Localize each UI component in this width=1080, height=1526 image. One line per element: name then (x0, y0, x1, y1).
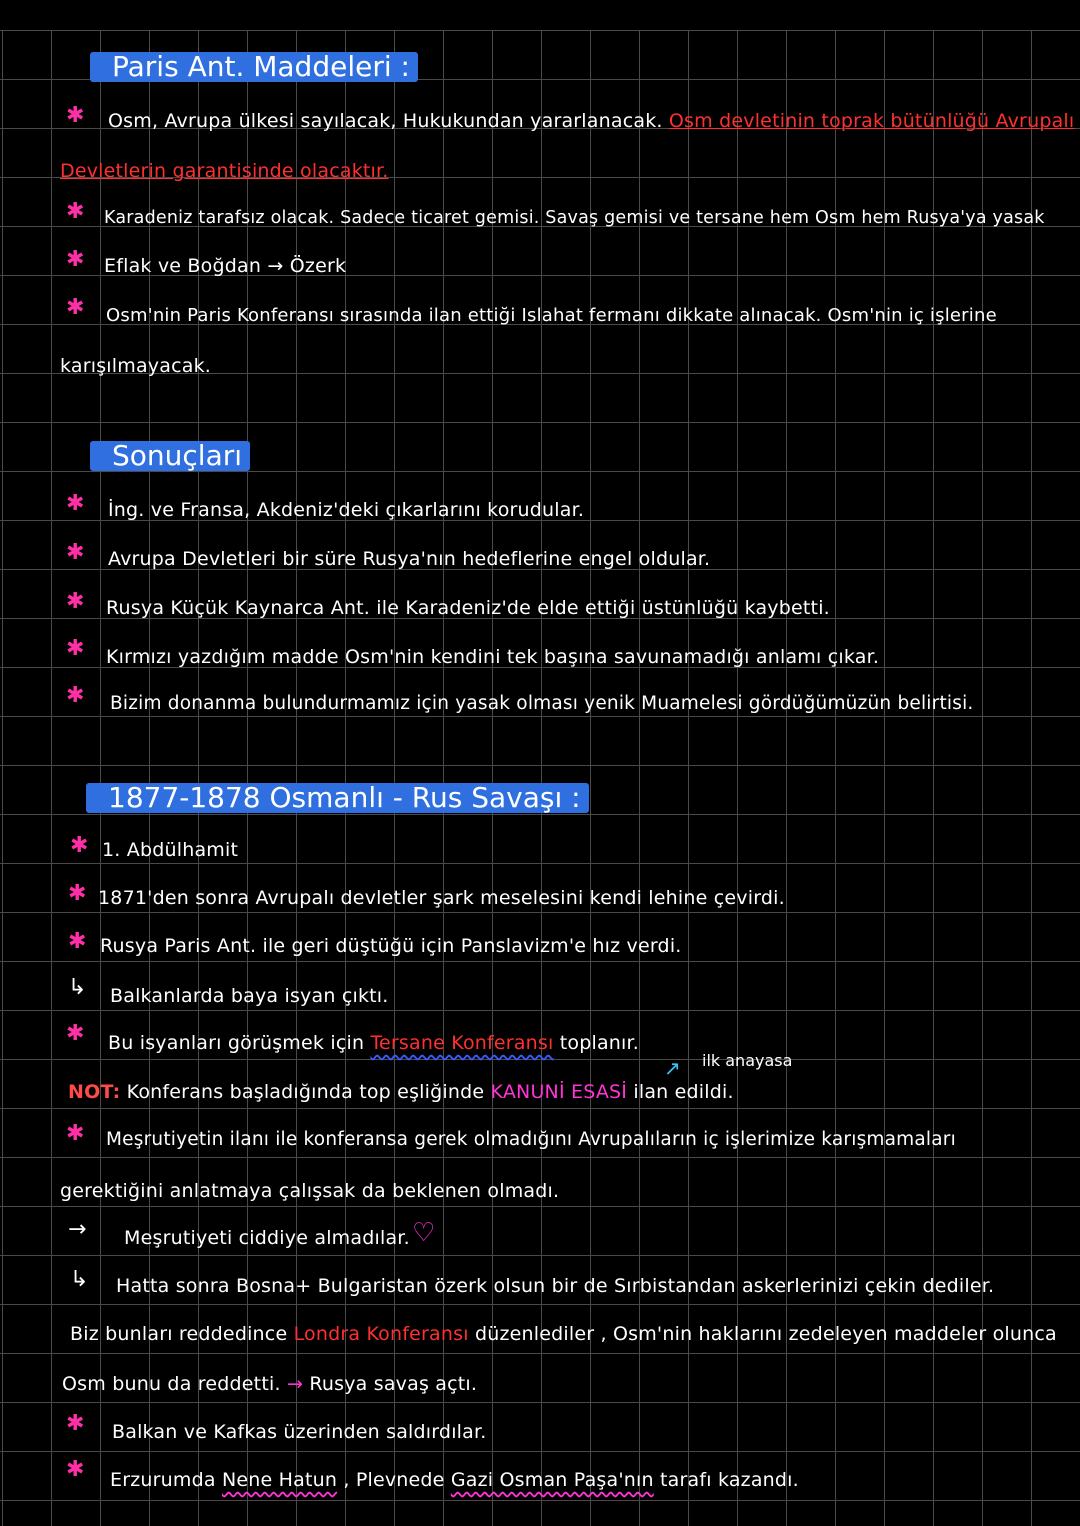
paris-item-4: Osm'nin Paris Konferansı sırasında ilan ettiği Islahat fermanı dikkate alınacak. Osm'nin iç işlerine (106, 305, 997, 326)
section-heading-sonuclari: Sonuçları (90, 441, 250, 471)
right-arrow-icon: → (68, 1217, 87, 1242)
war-line-9-a: Biz bunları reddedince (70, 1323, 288, 1345)
curved-arrow-icon: ↗ (664, 1056, 681, 1080)
londra-konferansi: Londra Konferansı (293, 1323, 469, 1345)
asterisk-bullet-icon: ✱ (66, 1121, 85, 1146)
asterisk-bullet-icon: ✱ (66, 1457, 85, 1482)
result-item-1: İng. ve Fransa, Akdeniz'deki çıkarlarını korudular. (108, 499, 585, 521)
war-line-5-a: Bu isyanları görüşmek için (108, 1032, 365, 1054)
paris-item-1-text: Osm, Avrupa ülkesi sayılacak, Hukukundan yararlanacak. (108, 110, 663, 132)
note-label: NOT: (68, 1081, 121, 1103)
war-line-10-b: Rusya savaş açtı. (309, 1373, 478, 1395)
result-item-2: Avrupa Devletleri bir süre Rusya'nın hedeflerine engel oldular. (108, 548, 711, 570)
result-item-5: Bizim donanma bulundurmamız için yasak olması yenik Muamelesi gördüğümüzün belirtisi. (110, 693, 974, 714)
war-line-6-continued: gerektiğini anlatmaya çalışsak da beklenen olmadı. (60, 1180, 560, 1202)
war-line-9-c: düzenlediler , Osm'nin haklarını zedeleyen maddeler olunca (474, 1323, 1057, 1345)
war-line-1: 1. Abdülhamit (102, 839, 239, 861)
war-line-12-a: Erzurumda (110, 1469, 216, 1491)
paris-item-3-result: Özerk (289, 255, 347, 277)
paris-item-3-text: Eflak ve Boğdan (104, 255, 262, 277)
note-line (68, 1080, 734, 1104)
asterisk-bullet-icon: ✱ (66, 199, 85, 224)
tersane-konferansi: Tersane Konferansı (370, 1032, 554, 1054)
paris-item-1 (108, 109, 1074, 133)
note-text-a: Konferans başladığında top eşliğinde (126, 1081, 485, 1103)
gazi-osman-pasa: Gazi Osman Paşa'nın (450, 1469, 654, 1491)
kanuni-esasi: KANUNİ ESASİ (490, 1081, 628, 1103)
right-arrow-icon: → (267, 255, 284, 277)
asterisk-bullet-icon: ✱ (66, 103, 85, 128)
asterisk-bullet-icon: ✱ (66, 683, 85, 708)
asterisk-bullet-icon: ✱ (66, 1021, 85, 1046)
nene-hatun: Nene Hatun (221, 1469, 338, 1491)
war-line-2: 1871'den sonra Avrupalı devletler şark meselesini kendi lehine çevirdi. (98, 887, 785, 909)
war-line-5-c: toplanır. (559, 1032, 640, 1054)
return-arrow-icon: ↳ (68, 975, 87, 1000)
asterisk-bullet-icon: ✱ (68, 929, 87, 954)
asterisk-bullet-icon: ✱ (66, 589, 85, 614)
war-line-11: Balkan ve Kafkas üzerinden saldırdılar. (112, 1421, 487, 1443)
annotation-ilk-anayasa: ilk anayasa (702, 1051, 793, 1070)
top-bar (0, 0, 1080, 30)
section-heading-osmanli-rus: 1877-1878 Osmanlı - Rus Savaşı : (86, 783, 589, 813)
war-line-10 (62, 1372, 477, 1396)
asterisk-bullet-icon: ✱ (68, 881, 87, 906)
asterisk-bullet-icon: ✱ (66, 1411, 85, 1436)
note-text-c: ilan edildi. (633, 1081, 734, 1103)
paris-item-1-red: Osm devletinin toprak bütünlüğü Avrupalı (668, 110, 1075, 132)
section-heading-paris: Paris Ant. Maddeleri : (90, 52, 418, 82)
war-line-12-c: , Plevnede (343, 1469, 445, 1491)
war-line-10-a: Osm bunu da reddetti. (62, 1373, 281, 1395)
result-item-4: Kırmızı yazdığım madde Osm'nin kendini tek başına savunamadığı anlamı çıkar. (106, 646, 880, 668)
paris-item-2: Karadeniz tarafsız olacak. Sadece ticaret gemisi. Savaş gemisi ve tersane hem Osm hem Rusya'ya yasak (104, 208, 1045, 228)
result-item-3: Rusya Küçük Kaynarca Ant. ile Karadeniz'de elde ettiği üstünlüğü kaybetti. (106, 597, 830, 619)
asterisk-bullet-icon: ✱ (66, 636, 85, 661)
asterisk-bullet-icon: ✱ (66, 491, 85, 516)
asterisk-bullet-icon: ✱ (70, 833, 89, 858)
war-line-8: Hatta sonra Bosna+ Bulgaristan özerk olsun bir de Sırbistandan askerlerinizi çekin dediler. (116, 1275, 995, 1297)
asterisk-bullet-icon: ✱ (66, 540, 85, 565)
war-line-12 (110, 1468, 799, 1492)
war-line-7: Meşrutiyeti ciddiye almadılar. (124, 1227, 410, 1249)
paris-item-3 (104, 254, 346, 278)
war-line-12-e: tarafı kazandı. (660, 1469, 799, 1491)
war-line-6: Meşrutiyetin ilanı ile konferansa gerek olmadığını Avrupalıların iç işlerimize karışmamaları (106, 1129, 956, 1150)
war-line-3: Rusya Paris Ant. ile geri düştüğü için Panslavizm'e hız verdi. (100, 935, 682, 957)
right-arrow-icon: → (286, 1373, 304, 1395)
war-line-4: Balkanlarda baya isyan çıktı. (110, 985, 389, 1007)
asterisk-bullet-icon: ✱ (66, 295, 85, 320)
war-line-9 (70, 1322, 1057, 1346)
paris-item-4-continued: karışılmayacak. (60, 355, 212, 377)
war-line-5 (108, 1031, 639, 1055)
return-arrow-icon: ↳ (70, 1267, 89, 1292)
pin-icon: ♡ (412, 1218, 436, 1248)
asterisk-bullet-icon: ✱ (66, 247, 85, 272)
paris-item-1-continued: Devletlerin garantisinde olacaktır. (60, 160, 389, 182)
